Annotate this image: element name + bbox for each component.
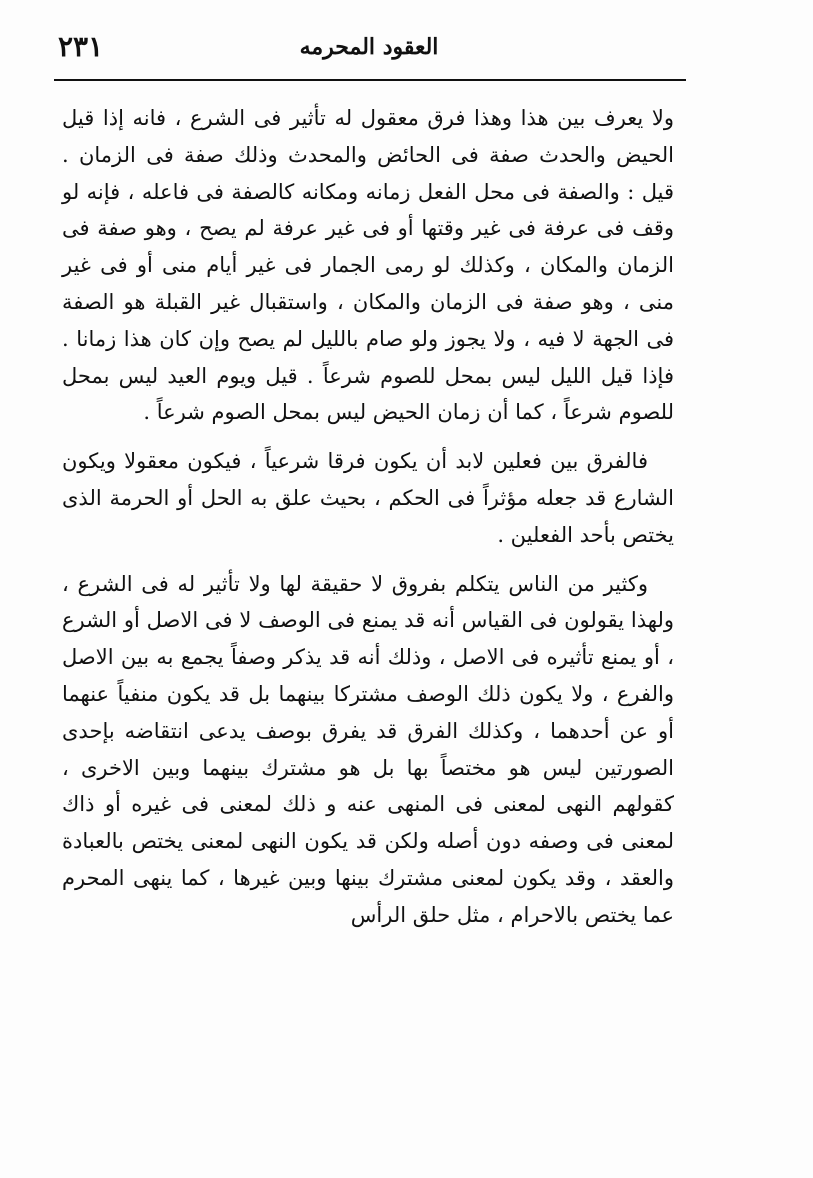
paragraph-2: فالفرق بين فعلين لابد أن يكون فرقا شرعياً ، فيكون معقولا ويكون الشارع قد جعله مؤثراً فى الحكم ، بحيث علق به الحل أو الحرمة الذى يختص بأحد الفعلين . (62, 449, 674, 547)
page-number: ٢٣١ (58, 30, 104, 63)
paragraph-1: ولا يعرف بين هذا وهذا فرق معقول له تأثير فى الشرع ، فانه إذا قيل الحيض والحدث صفة فى الحائض والمحدث وذلك صفة فى الزمان . قيل : والصفة فى محل الفعل زمانه ومكانه كالصفة فى فاعله ، فإنه لو وقف فى عرفة فى غير وقتها أو فى غير عرفة لم يصح ، وهو صفة فى الزمان والمكان ، وكذلك لو رمى الجمار فى غير أيام منى أو فى غير منى ، وهو صفة فى الزمان والمكان ، واستقبال غير القبلة هو الصفة فى الجهة لا فيه ، ولا يجوز ولو صام بالليل لم يصح وإن كان هذا زمانا . فإذا قيل الليل ليس بمحل للصوم شرعاً . قيل ويوم العيد ليس بمحل للصوم شرعاً ، كما أن زمان الحيض ليس بمحل الصوم شرعاً . (62, 106, 674, 425)
header-divider (54, 79, 686, 81)
body-text (62, 100, 674, 934)
page-title: العقود المحرمه (299, 34, 439, 60)
page-header (58, 28, 680, 72)
paragraph-3: وكثير من الناس يتكلم بفروق لا حقيقة لها ولا تأثير له فى الشرع ، ولهذا يقولون فى القياس أنه قد يمنع فى الوصف لا فى الاصل أو الشرع ، أو يمنع تأثيره فى الاصل ، وذلك أنه قد يذكر وصفاً يجمع به بين الاصل والفرع ، ولا يكون ذلك الوصف مشتركا بينهما بل قد يكون منفياً عنهما أو عن أحدهما ، وكذلك الفرق قد يفرق بوصف يدعى انتقاضه بإحدى الصورتين ليس هو مختصاً بها بل هو مشترك بينهما وبين الاخرى ، كقولهم النهى لمعنى فى المنهى عنه و ذلك لمعنى فى غيره أو ذاك لمعنى فى وصفه دون أصله ولكن قد يكون النهى لمعنى يختص بالعبادة والعقد ، وقد يكون لمعنى مشترك بينها وبين غيرها ، كما ينهى المحرم عما يختص بالاحرام ، مثل حلق الرأس (62, 571, 674, 927)
